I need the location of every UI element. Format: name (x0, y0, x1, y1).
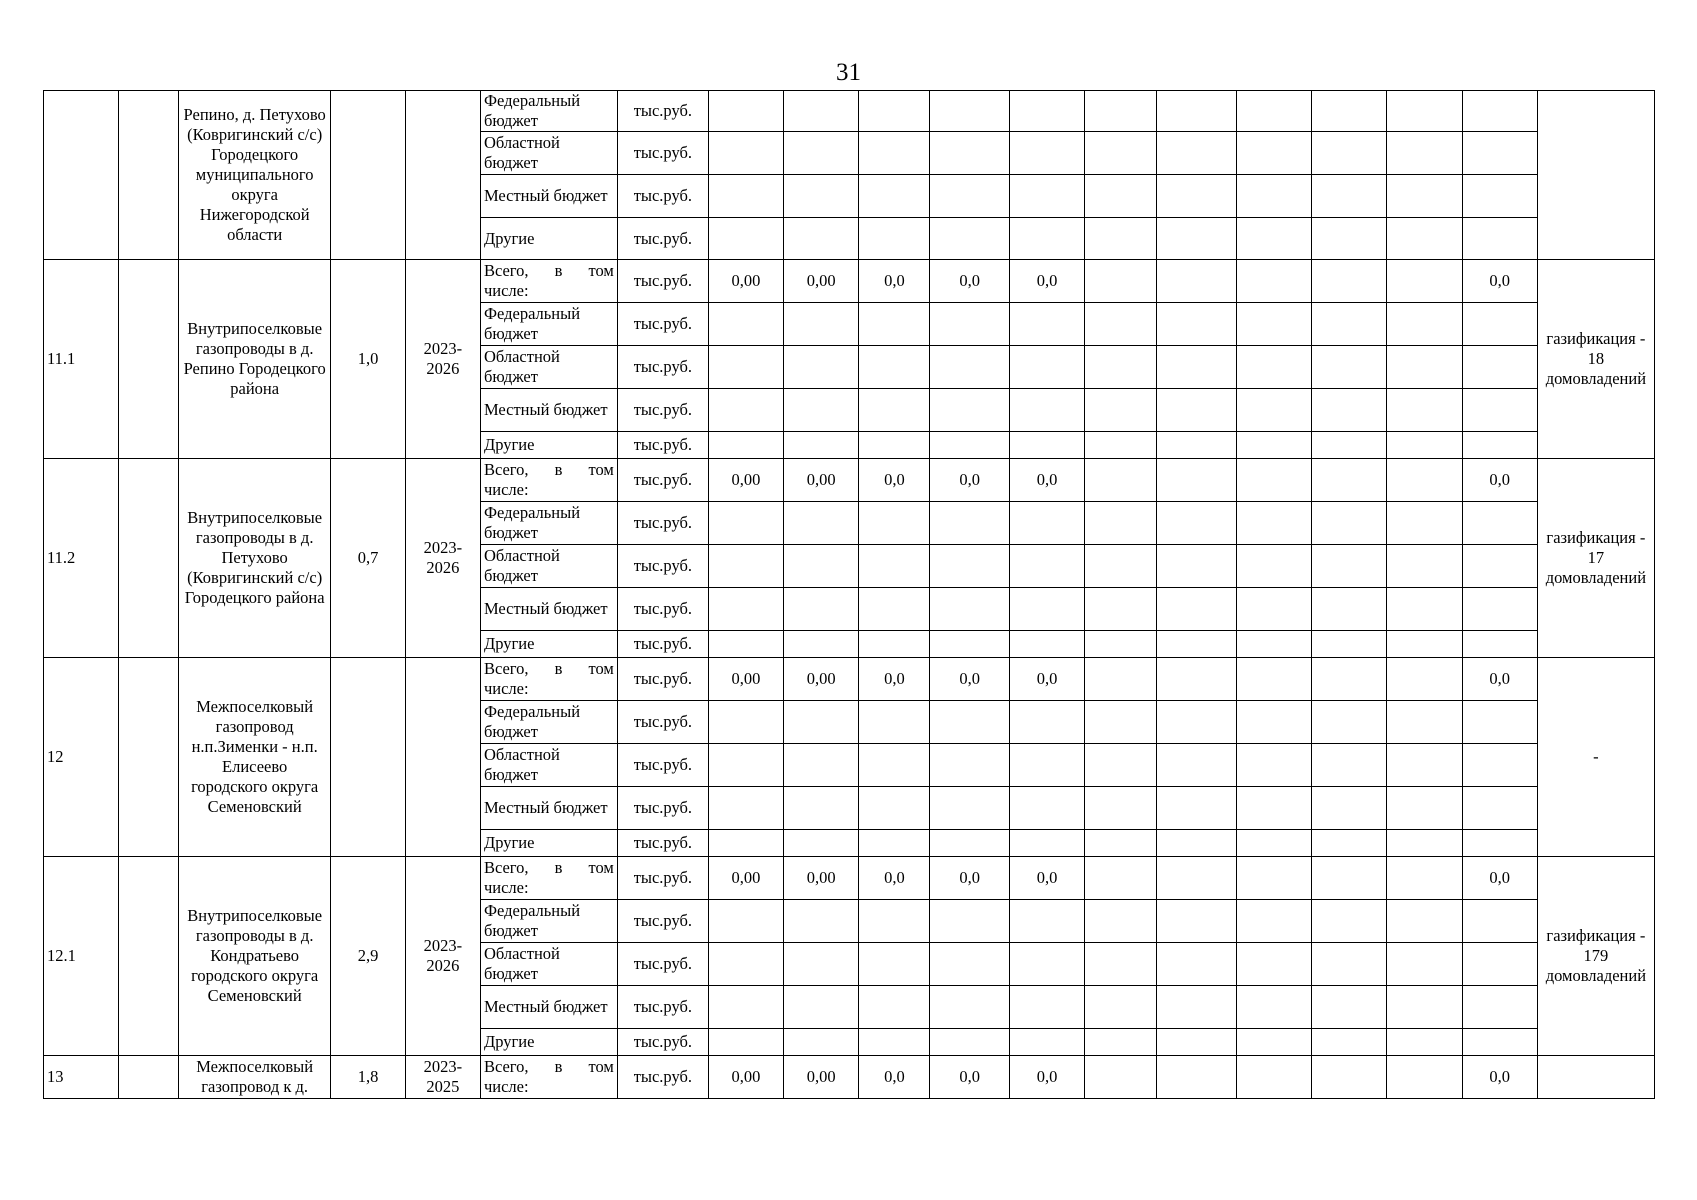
result-cell (1537, 1056, 1654, 1099)
period-value: 2023-2025 (405, 1056, 480, 1099)
unit-cell: тыс.руб. (617, 303, 708, 346)
total-value: 0,0 (859, 459, 930, 502)
result-cell: газификация - 179 домовладений (1537, 857, 1654, 1056)
unit-cell: тыс.руб. (617, 588, 708, 631)
total-value: 0,0 (930, 459, 1009, 502)
period-value (405, 91, 480, 260)
total-value: 0,0 (1009, 658, 1084, 701)
result-cell: газификация - 18 домовладений (1537, 260, 1654, 459)
unit-cell: тыс.руб. (617, 943, 708, 986)
unit-cell: тыс.руб. (617, 857, 708, 900)
total-value: 0,0 (1462, 260, 1537, 303)
source-federal: Федеральный бюджет (480, 900, 617, 943)
unit-cell: тыс.руб. (617, 432, 708, 459)
unit-cell: тыс.руб. (617, 132, 708, 175)
object-name: Межпоселковый газопровод н.п.Зименки - н.п. Елисеево городского округа Семеновский (178, 658, 331, 857)
source-federal: Федеральный бюджет (480, 701, 617, 744)
source-local: Местный бюджет (480, 787, 617, 830)
source-local: Местный бюджет (480, 588, 617, 631)
source-other: Другие (480, 432, 617, 459)
source-regional: Областной бюджет (480, 132, 617, 175)
source-local: Местный бюджет (480, 986, 617, 1029)
total-value: 0,00 (708, 459, 783, 502)
table-row (44, 1056, 1655, 1099)
total-value: 0,00 (784, 260, 859, 303)
total-value: 0,0 (1462, 658, 1537, 701)
row-number: 12.1 (44, 857, 119, 1056)
source-federal: Федеральный бюджет (480, 91, 617, 132)
length-value: 1,8 (331, 1056, 405, 1099)
object-name: Внутрипоселковые газопроводы в д. Петухово (Ковригинский с/с) Городецкого района (178, 459, 331, 658)
unit-cell: тыс.руб. (617, 900, 708, 943)
unit-cell: тыс.руб. (617, 175, 708, 218)
unit-cell: тыс.руб. (617, 631, 708, 658)
total-value: 0,0 (930, 260, 1009, 303)
length-value (331, 91, 405, 260)
source-federal: Федеральный бюджет (480, 502, 617, 545)
total-value: 0,0 (859, 260, 930, 303)
total-value: 0,0 (1462, 459, 1537, 502)
length-value (331, 658, 405, 857)
total-value: 0,0 (859, 658, 930, 701)
unit-cell: тыс.руб. (617, 91, 708, 132)
length-value: 0,7 (331, 459, 405, 658)
total-value: 0,0 (1009, 459, 1084, 502)
total-value: 0,00 (708, 1056, 783, 1099)
source-local: Местный бюджет (480, 175, 617, 218)
unit-cell: тыс.руб. (617, 744, 708, 787)
source-total: Всего, в том числе: (480, 658, 617, 701)
unit-cell: тыс.руб. (617, 1029, 708, 1056)
unit-cell: тыс.руб. (617, 218, 708, 260)
period-value (405, 658, 480, 857)
source-other: Другие (480, 830, 617, 857)
result-cell: - (1537, 658, 1654, 857)
total-value: 0,0 (930, 1056, 1009, 1099)
source-other: Другие (480, 1029, 617, 1056)
unit-cell: тыс.руб. (617, 502, 708, 545)
table-row (44, 91, 1655, 132)
source-local: Местный бюджет (480, 389, 617, 432)
source-total: Всего, в том числе: (480, 260, 617, 303)
row-number: 12 (44, 658, 119, 857)
result-cell: газификация - 17 домовладений (1537, 459, 1654, 658)
row-number (44, 91, 119, 260)
unit-cell: тыс.руб. (617, 346, 708, 389)
unit-cell: тыс.руб. (617, 986, 708, 1029)
total-value: 0,00 (784, 1056, 859, 1099)
table-row (44, 260, 1655, 303)
unit-cell: тыс.руб. (617, 787, 708, 830)
row-number: 13 (44, 1056, 119, 1099)
total-value: 0,0 (1462, 1056, 1537, 1099)
page-number: 31 (836, 59, 861, 86)
table-row (44, 459, 1655, 502)
unit-cell: тыс.руб. (617, 459, 708, 502)
total-value: 0,0 (1009, 857, 1084, 900)
unit-cell: тыс.руб. (617, 830, 708, 857)
source-regional: Областной бюджет (480, 943, 617, 986)
total-value: 0,0 (1009, 1056, 1084, 1099)
total-value: 0,0 (859, 1056, 930, 1099)
object-name: Внутрипоселковые газопроводы в д. Репино Городецкого района (178, 260, 331, 459)
source-total: Всего, в том числе: (480, 1056, 617, 1099)
period-value: 2023-2026 (405, 260, 480, 459)
row-number: 11.2 (44, 459, 119, 658)
source-federal: Федеральный бюджет (480, 303, 617, 346)
unit-cell: тыс.руб. (617, 389, 708, 432)
total-value: 0,0 (930, 857, 1009, 900)
source-other: Другие (480, 631, 617, 658)
unit-cell: тыс.руб. (617, 1056, 708, 1099)
unit-cell: тыс.руб. (617, 701, 708, 744)
total-value: 0,0 (859, 857, 930, 900)
total-value: 0,00 (708, 857, 783, 900)
table-row (44, 857, 1655, 900)
length-value: 1,0 (331, 260, 405, 459)
object-name: Репино, д. Петухово (Ковригинский с/с) Городецкого муниципального округа Нижегородской области (178, 91, 331, 260)
total-value: 0,00 (784, 658, 859, 701)
source-regional: Областной бюджет (480, 545, 617, 588)
source-other: Другие (480, 218, 617, 260)
object-name: Межпоселковый газопровод к д. (178, 1056, 331, 1099)
unit-cell: тыс.руб. (617, 545, 708, 588)
total-value: 0,00 (784, 459, 859, 502)
row-number: 11.1 (44, 260, 119, 459)
program-table (43, 90, 1655, 1099)
total-value: 0,00 (708, 260, 783, 303)
source-regional: Областной бюджет (480, 346, 617, 389)
period-value: 2023-2026 (405, 857, 480, 1056)
source-total: Всего, в том числе: (480, 459, 617, 502)
result-cell (1537, 91, 1654, 260)
total-value: 0,0 (1462, 857, 1537, 900)
object-name: Внутрипоселковые газопроводы в д. Кондратьево городского округа Семеновский (178, 857, 331, 1056)
period-value: 2023-2026 (405, 459, 480, 658)
source-regional: Областной бюджет (480, 744, 617, 787)
total-value: 0,0 (930, 658, 1009, 701)
unit-cell: тыс.руб. (617, 658, 708, 701)
total-value: 0,00 (784, 857, 859, 900)
total-value: 0,0 (1009, 260, 1084, 303)
source-total: Всего, в том числе: (480, 857, 617, 900)
unit-cell: тыс.руб. (617, 260, 708, 303)
table-row (44, 658, 1655, 701)
total-value: 0,00 (708, 658, 783, 701)
length-value: 2,9 (331, 857, 405, 1056)
